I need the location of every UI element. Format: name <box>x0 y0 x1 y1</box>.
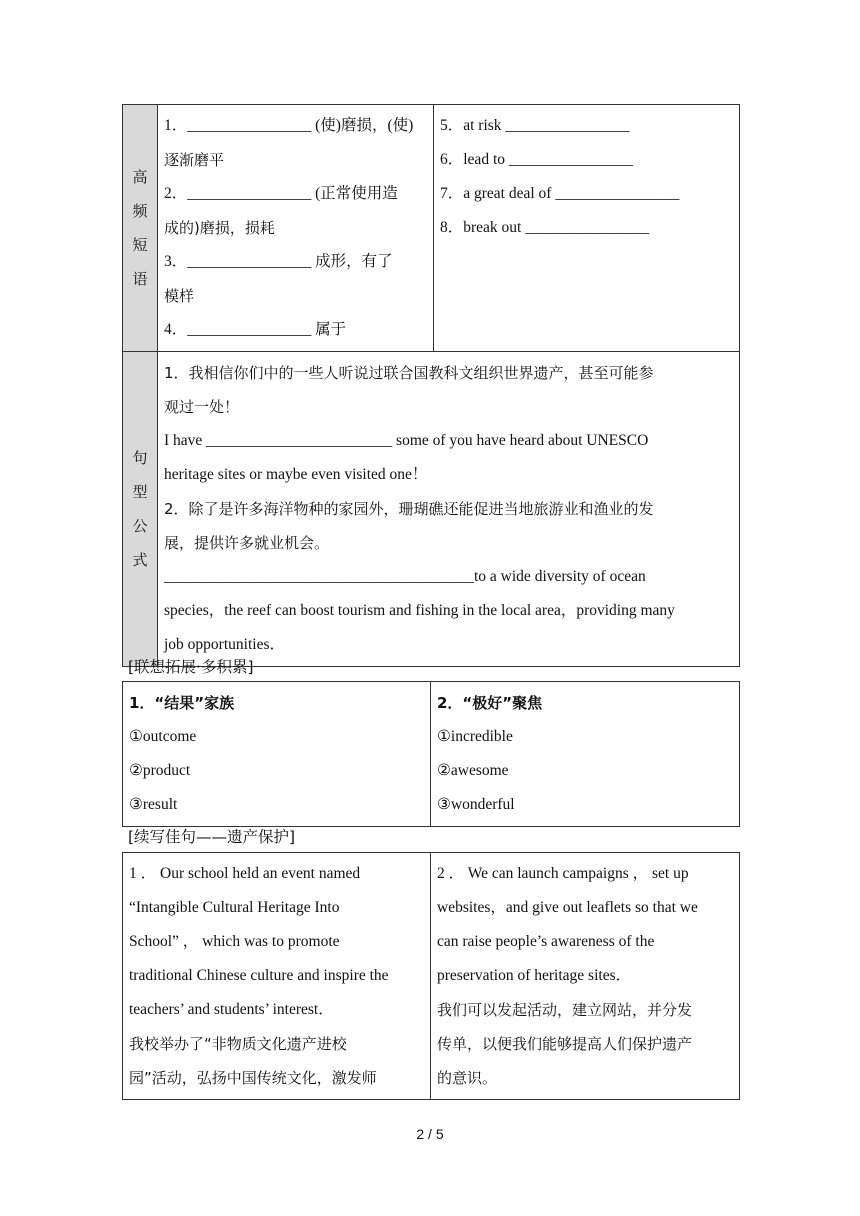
phrases-row <box>123 105 740 352</box>
vocabulary-table <box>122 104 740 667</box>
sentences-cell <box>158 352 740 667</box>
writing-line: “Intangible Cultural Heritage Into <box>129 899 340 916</box>
association-item: ③wonderful <box>437 796 515 813</box>
sentence-line: 观过一处！ <box>164 398 240 416</box>
sentence-line: species，the reef can boost tourism and fishing in the local area，providing many <box>164 602 675 619</box>
writing-line: preservation of heritage sites． <box>437 967 632 984</box>
association-item: ②product <box>129 762 191 779</box>
phrases-label: 高频短语 <box>132 167 148 288</box>
association-table <box>122 681 740 827</box>
sentence-line: 2．除了是许多海洋物种的家园外，珊瑚礁还能促进当地旅游业和渔业的发 <box>164 500 654 518</box>
phrase-line: 3．________________ 成形，有了 <box>164 253 393 270</box>
writing-table <box>122 852 740 1100</box>
writing-right-cell <box>431 853 740 1100</box>
writing-line: can raise people’s awareness of the <box>437 933 655 950</box>
phrase-line: 5．at risk ________________ <box>440 117 630 134</box>
page-number: 2 / 5 <box>416 1126 444 1142</box>
writing-line: websites，and give out leaflets so that we <box>437 899 698 916</box>
writing-line: School” ， which was to promote <box>129 933 340 950</box>
phrase-line: 4．________________ 属于 <box>164 321 347 338</box>
phrase-line: 模样 <box>164 287 195 305</box>
association-item: ①outcome <box>129 728 197 745</box>
association-heading: [联想拓展·多积累] <box>128 658 254 676</box>
sentence-line: ________________________________________to a wide diversity of ocean <box>164 568 646 585</box>
association-item: ③result <box>129 796 178 813</box>
writing-line: 2 ． We can launch campaigns ， set up <box>437 865 689 882</box>
writing-line: 1 ． Our school held an event named <box>129 865 361 882</box>
writing-line: 的意识。 <box>437 1069 498 1087</box>
sentence-line: 1．我相信你们中的一些人听说过联合国教科文组织世界遗产，甚至可能参 <box>164 364 654 382</box>
phrase-line: 逐渐磨平 <box>164 151 225 169</box>
phrase-line: 6．lead to ________________ <box>440 151 633 168</box>
writing-line: 园”活动，弘扬中国传统文化，激发师 <box>129 1069 377 1087</box>
phrase-line: 成的)磨损，损耗 <box>164 219 275 237</box>
writing-line: 我校举办了“非物质文化遗产进校 <box>129 1035 347 1053</box>
sentence-line: I have ________________________ some of you have heard about UNESCO <box>164 432 649 449</box>
association-right-title: 2．“极好”聚焦 <box>437 694 543 712</box>
writing-line: teachers’ and students’ interest． <box>129 1001 334 1018</box>
phrase-line: 2．________________ (正常使用造 <box>164 185 398 202</box>
association-item: ①incredible <box>437 728 513 745</box>
sentences-row <box>123 352 740 667</box>
phrases-left-cell <box>158 105 434 352</box>
sentence-line: 展，提供许多就业机会。 <box>164 534 330 552</box>
association-left-title: 1．“结果”家族 <box>129 694 235 712</box>
phrases-right-cell <box>434 105 740 352</box>
sentence-line: heritage sites or maybe even visited one！ <box>164 466 428 483</box>
writing-line: 我们可以发起活动，建立网站，并分发 <box>437 1001 693 1019</box>
sentences-label-cell <box>123 352 158 667</box>
association-right-cell <box>431 682 740 827</box>
writing-left-cell <box>123 853 431 1100</box>
association-item: ②awesome <box>437 762 509 779</box>
writing-line: traditional Chinese culture and inspire the <box>129 967 389 984</box>
writing-heading: [续写佳句——遗产保护] <box>128 828 296 846</box>
writing-line: 传单，以便我们能够提高人们保护遗产 <box>437 1035 693 1053</box>
sentence-line: job opportunities． <box>164 636 285 653</box>
phrase-line: 7．a great deal of ________________ <box>440 185 680 202</box>
sentences-label: 句型公式 <box>132 448 148 569</box>
phrases-label-cell <box>123 105 158 352</box>
phrase-line: 1．________________ (使)磨损，(使) <box>164 117 414 134</box>
phrase-line: 8．break out ________________ <box>440 219 650 236</box>
association-left-cell <box>123 682 431 827</box>
